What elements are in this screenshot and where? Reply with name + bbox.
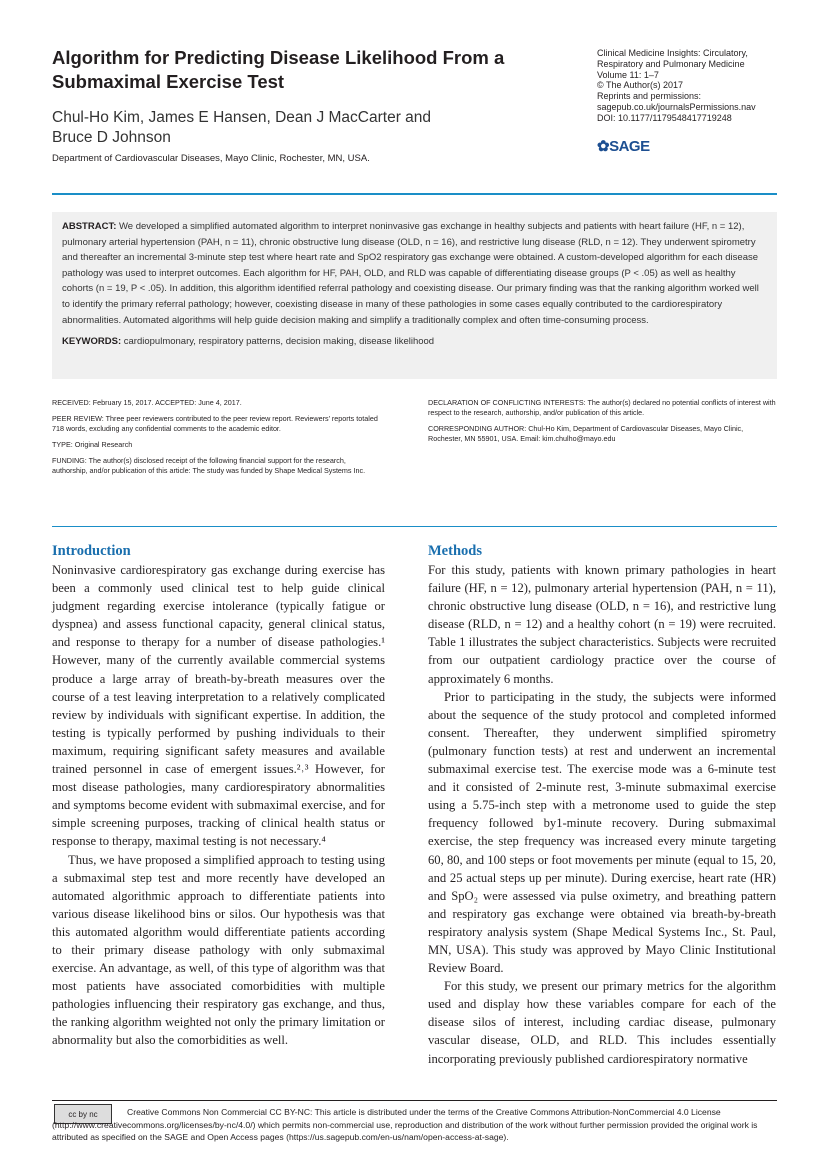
permissions-link[interactable]: sagepub.co.uk/journalsPermissions.nav — [597, 101, 756, 112]
section-heading: Introduction — [52, 543, 131, 559]
abstract-box — [52, 212, 777, 379]
sage-logo-icon: ✿ — [597, 138, 610, 155]
received-date: RECEIVED: February 15, 2017. ACCEPTED: June 4, 2017. — [52, 398, 242, 407]
affiliation: Department of Cardiovascular Diseases, Mayo Clinic, Rochester, MN, USA. — [52, 153, 370, 164]
funding: FUNDING: The author(s) disclosed receipt of the following financial support for the research, authorship, and/or publication of this article: The study was funded by Shape Medical Systems Inc. — [52, 456, 366, 475]
journal-name-2: Respiratory and Pulmonary Medicine — [597, 58, 745, 69]
section-heading: Methods — [428, 543, 482, 559]
article-type: TYPE: Original Research — [52, 440, 133, 449]
copyright: © The Author(s) 2017 — [597, 80, 684, 91]
abstract: ABSTRACT: We developed a simplified automated algorithm to interpret noninvasive gas exchange in healthy subjects and patients with heart failure (HF, n = 12), pulmonary arterial hypertension (PAH, n = 11), chronic obstructive lung disease (OLD, n = 16), and restrictive lung disease (RLD, n = 12). They underwent spirometry and thereafter an incremental 3-minute step test where heart rate and SpO2 respiratory gas exchange were obtained. A custom-developed algorithm for each disease pathology was used to interpret outcomes. Each algorithm for HF, PAH, OLD, and RLD was capable of differentiating disease groups (P < .05) as well as healthy cohorts (n = 19, P < .05). In addition, this algorithm identified referral pathology and coexisting disease. Our primary finding was that the ranking algorithm worked well to identify the primary referral pathology; however, coexisting disease in many of these pathologies in some cases equally contributed to the cardiorespiratory abnormalities. Automated algorithms will help guide decision making and simplify a traditionally complex and often time-consuming process. — [62, 221, 759, 326]
paragraph: Thus, we have proposed a simplified approach to testing using a submaximal step test and more recently have developed an automated algorithmic approach to differentiate patients into various disease likelihood bins or silos. Our hypothesis was that this automated algorithm would differentiate patients according to their primary disease pathology with only submaximal exercise. An advantage, as well, of this type of algorithm was that most patients have associated comorbidities with multiple pathologies influencing their respiratory gas exchange, and thus, the ranking algorithm weighted not only the primary limitation or abnormality but also the comorbidities as well. — [52, 852, 385, 1048]
article-meta-right — [428, 398, 778, 450]
divider — [52, 526, 777, 527]
corresponding-author: CORRESPONDING AUTHOR: Chul-Ho Kim, Department of Cardiovascular Diseases, Mayo Clinic, Rochester, MN 55901, USA. Email: kim.chulho@mayo.edu — [428, 424, 744, 443]
journal-info — [597, 48, 797, 124]
paragraph: Noninvasive cardiorespiratory gas exchange during exercise has been a commonly used clinical test to help guide clinical judgment regarding exercise intolerance (typically fatigue or dyspnea) and assess functional capacity, general clinical status, and response to therapy for a number of disease pathologies.¹ However, many of the currently available commercial systems produce a large array of breath-by-breath measures over the course of a test leaving interpretation to a relatively complicated review by individuals with significant expertise. In addition, the testing is typically performed by pushing individuals to their maximum, requiring significant safety measures and available trained personnel in case of emergent issues.²˒³ However, for most disease pathologies, many cardiorespiratory abnormalities and symptoms become evident with submaximal exercise, and for simple screening purposes, tracking of clinical health status or response to therapy, maximal testing is not necessary.⁴ — [52, 563, 385, 849]
paragraph: For this study, patients with known primary pathologies in heart failure (HF, n = 12), pulmonary arterial hypertension (PAH, n = 11), chronic obstructive lung disease (OLD, n = 16), and restrictive lung disease (RLD, n = 12) and a healthy cohort (n = 19) were recruited. Table 1 illustrates the subject characteristics. Subjects were recruited from our outpatient cardiology practice over the course of approximately 6 months. — [428, 563, 776, 686]
sage-logo: ✿SAGE — [597, 138, 650, 155]
volume: Volume 11: 1–7 — [597, 69, 659, 80]
paragraph: For this study, we present our primary metrics for the algorithm used and display how these variables compare for each of the disease silos of interest, including cardiac disease, pulmonary vascular disease, OLD, and RLD. This includes essentially incorporating previously published cardiorespiratory normative — [428, 979, 776, 1066]
divider — [52, 193, 777, 195]
conflicts: DECLARATION OF CONFLICTING INTERESTS: The author(s) declared no potential conflicts of interest with respect to the research, authorship, and/or publication of this article. — [428, 398, 776, 417]
author-list: Chul-Ho Kim, James E Hansen, Dean J MacCarter and Bruce D Johnson — [52, 109, 432, 146]
creative-commons-badge-icon: cc by nc — [54, 1104, 112, 1124]
peer-review: PEER REVIEW: Three peer reviewers contributed to the peer review report. Reviewers’ reports totaled 718 words, excluding any confidential comments to the academic editor. — [52, 414, 378, 433]
article-title: Algorithm for Predicting Disease Likelihood From a Submaximal Exercise Test — [52, 47, 505, 92]
article-meta-left — [52, 398, 382, 482]
doi[interactable]: DOI: 10.1177/1179548417719248 — [597, 112, 732, 123]
divider — [52, 1100, 777, 1101]
intro-section — [52, 542, 385, 1050]
journal-name-1: Clinical Medicine Insights: Circulatory, — [597, 48, 748, 58]
license-text: Creative Commons Non Commercial CC BY-NC: This article is distributed under the terms of the Creative Commons Attribution-NonCommercial 4.0 License (http://www.creativecommons.org/licenses/by-nc/4.0/) which permits non-commercial use, reproduction and distribution of the work without further permission provided the original work is attributed as specified on the SAGE and Open Access pages (https://us.sagepub.com/en-us/nam/open-access-at-sage). — [52, 1107, 758, 1143]
keywords: KEYWORDS: cardiopulmonary, respiratory patterns, decision making, disease likelihood — [62, 336, 435, 348]
reprints-label: Reprints and permissions: — [597, 91, 702, 102]
methods-section — [428, 542, 776, 1068]
paragraph: Prior to participating in the study, the subjects were informed about the sequence of the study protocol and completed informed consent. Thereafter, they underwent simplified spirometry (pulmonary function tests) at rest and underwent an incremental submaximal exercise test. The exercise mode was a 6-minute test and it consisted of 2-minute rest, 3-minute submaximal exercise using a 5.75-inch step with a metronome used to guide the step frequency followed by1-minute recovery. During submaximal exercise, the step frequency was increased every minute targeting 60, 80, and 100 steps or foot movements per minute (equal to 15, 20, and 25 actual steps up per minute). During exercise, heart rate (HR) and SpO₂ were assessed via pulse oximetry, and breathing pattern and respiratory gas exchange were obtained via breath-by-breath respiratory analysis system (Shape Medical Systems Inc., St. Paul, MN, USA). This study was approved by Mayo Clinic Institutional Review Board. — [428, 689, 776, 976]
